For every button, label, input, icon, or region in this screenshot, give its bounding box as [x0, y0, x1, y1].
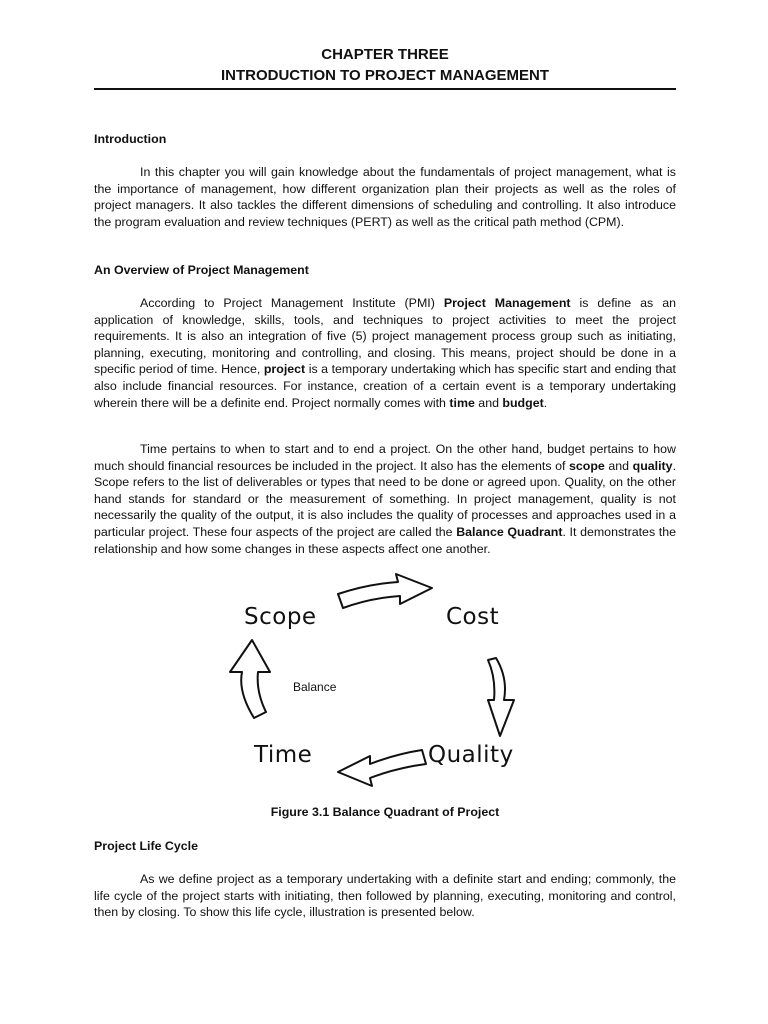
p2-text: and [604, 458, 633, 473]
term-time: time [449, 395, 475, 410]
term-project: project [263, 362, 306, 377]
term-balance-quadrant: Balance Quadrant [456, 524, 563, 539]
scope-label: Scope [244, 604, 317, 630]
p2-text: Time pertains to when to start and to end a project. On the other hand, budget pertains to how much should financial resources be included in the project. It also has the elements of [94, 442, 676, 473]
life-cycle-heading: Project Life Cycle [94, 839, 198, 853]
life-cycle-text: As we define project as a temporary undertaking with a definite start and ending; commonly, the life cycle of the project starts with initiating, then followed by planning, executing, monitoring and control, then by closing. To show this life cycle, illustration is presented below. [94, 872, 676, 920]
p1-text: is a temporary undertaking which has specific start and ending that also include financial resources. For instance, creation of a certain event is a temporary undertaking wherein there will be a definite end. Project normally comes with [94, 362, 676, 410]
arrow-scope-to-cost-icon [338, 574, 432, 608]
introduction-paragraph [94, 164, 676, 230]
life-cycle-paragraph [94, 871, 676, 921]
introduction-heading: Introduction [94, 132, 167, 146]
introduction-text: In this chapter you will gain knowledge about the fundamentals of project management, what is the importance of management, how different organization plan their projects as well as the roles of project managers. It also tackles the different dimensions of scheduling and controlling. It also introduce the program evaluation and review techniques (PERT) as well as the critical path method (CPM). [94, 165, 676, 229]
p1-text: is define as an application of knowledge, skills, tools, and techniques to project activities to meet the project requirements. It is also an integration of five (5) project management process group such as initiating, planning, executing, monitoring and controlling, and closing. This means, project should be done in a specific period of time. Hence, [94, 296, 676, 377]
balance-label: Balance [293, 680, 337, 694]
arrow-quality-to-time-icon [338, 750, 426, 786]
p2-text: . Scope refers to the list of deliverables or types that need to be done or agreed upon. Quality, on the other hand stands for standard or the measurement of something. In project management, quality is not necessarily the quality of the output, it is also includes the quality of processes and approaches used in a particular project. These four aspects of the project are called the [94, 458, 677, 539]
heading-divider [94, 88, 676, 90]
balance-quadrant-figure [200, 566, 560, 806]
cycle-arrows [200, 566, 560, 806]
term-budget: budget [502, 395, 544, 410]
arrow-time-to-scope-icon [230, 640, 270, 718]
quality-label: Quality [428, 742, 514, 768]
p1-text: and [474, 395, 503, 410]
overview-heading: An Overview of Project Management [94, 263, 309, 277]
chapter-heading [94, 44, 676, 86]
p1-text: According to Project Management Institute (PMI) [140, 296, 444, 310]
term-scope: scope [569, 458, 605, 473]
overview-paragraph-1 [94, 295, 676, 411]
overview-paragraph-2 [94, 441, 676, 557]
chapter-title: INTRODUCTION TO PROJECT MANAGEMENT [220, 67, 550, 84]
p1-text: . [543, 395, 548, 410]
arrow-cost-to-quality-icon [488, 658, 514, 736]
p2-text: . It demonstrates the relationship and how some changes in these aspects affect one another. [94, 524, 677, 556]
cost-label: Cost [446, 604, 500, 630]
time-label: Time [254, 742, 313, 768]
figure-caption: Figure 3.1 Balance Quadrant of Project [270, 805, 500, 819]
term-project-management: Project Management [443, 296, 571, 310]
term-quality: quality [632, 458, 673, 473]
chapter-number: CHAPTER THREE [321, 46, 449, 63]
